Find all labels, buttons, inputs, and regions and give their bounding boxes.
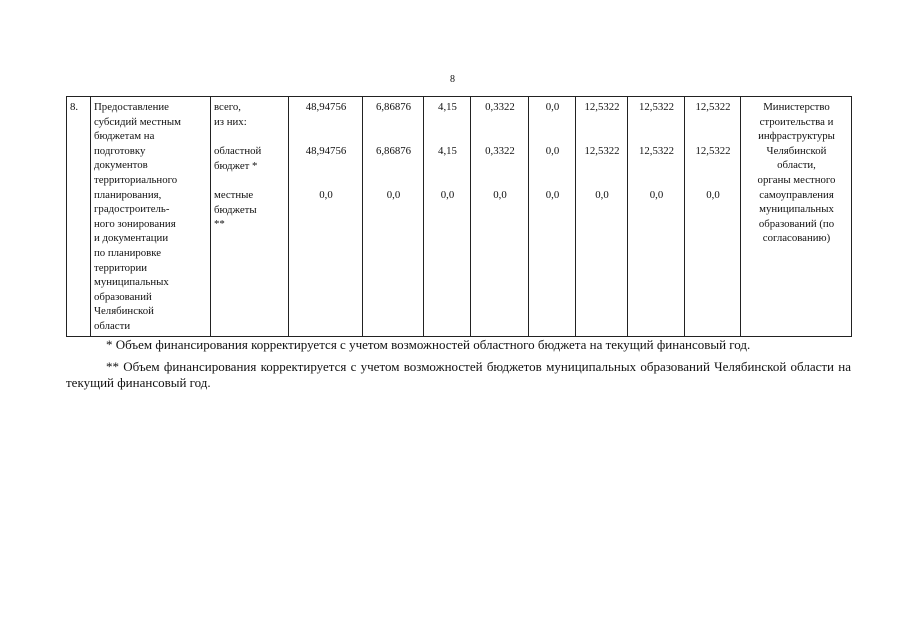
value-total: 12,5322 (695, 101, 731, 113)
source-line: бюджет * (214, 159, 258, 172)
description-line: субсидий местным (94, 115, 181, 128)
value-regional: 4,15 (438, 145, 457, 157)
description-line: и документации (94, 232, 169, 245)
value-total: 12,5322 (584, 101, 620, 113)
description-line: территории (94, 261, 148, 274)
source-line: из них: (214, 115, 247, 128)
value-regional: 6,86876 (375, 145, 412, 157)
value-regional: 12,5322 (638, 145, 675, 157)
footnote-regional-budget: * Объем финансирования корректируется с учетом возможностей областного бюджета на текущий финансовый год. (106, 337, 751, 352)
description-line: образований (94, 290, 152, 303)
responsible-line: Челябинской (766, 144, 827, 157)
responsible-line: области, (777, 159, 816, 172)
description-line: бюджетам на (94, 130, 155, 143)
value-cell (685, 97, 741, 337)
value-cell (529, 97, 576, 337)
value-local: 0,0 (319, 189, 333, 201)
source-line: областной (214, 145, 262, 157)
responsible-line: муниципальных (759, 203, 834, 216)
value-total: 4,15 (438, 101, 457, 113)
source-cell (211, 97, 289, 337)
value-regional: 0,3322 (485, 145, 515, 157)
footnotes (66, 337, 851, 391)
value-total: 6,86876 (375, 101, 412, 113)
table-row (67, 97, 852, 337)
responsible-line: строительства и (759, 115, 834, 128)
description-line: Предоставление (94, 101, 169, 113)
source-group-local (214, 188, 286, 232)
value-cell (363, 97, 424, 337)
source-line: всего, (214, 101, 242, 113)
responsible-line: Министерство (763, 101, 830, 113)
description-line: по планировке (94, 246, 162, 259)
description-line: документов (94, 159, 148, 172)
value-regional: 12,5322 (695, 145, 731, 157)
source-line: бюджеты (214, 203, 257, 216)
responsible-line: образований (по (758, 217, 835, 230)
description-line: территориального (94, 173, 178, 186)
source-line: местные (214, 189, 254, 201)
description-cell (91, 97, 211, 337)
responsible-line: инфраструктуры (758, 130, 835, 143)
row-index: 8. (70, 101, 79, 113)
responsible-line: органы местного (757, 173, 836, 186)
value-local: 0,0 (595, 189, 609, 201)
description-line: муниципальных (94, 276, 169, 289)
value-local: 0,0 (649, 189, 664, 201)
description-line: планирования, (94, 188, 162, 201)
value-local: 0,0 (386, 189, 401, 201)
description-line: градостроитель- (94, 203, 170, 216)
value-regional: 48,94756 (305, 145, 347, 157)
description-line: области (94, 319, 131, 332)
source-group-regional (214, 144, 286, 188)
responsible-cell (741, 97, 852, 337)
page-number: 8 (450, 74, 455, 85)
source-line: ** (214, 218, 225, 231)
value-regional: 12,5322 (584, 145, 620, 157)
value-total: 12,5322 (638, 101, 675, 113)
responsible-line: самоуправления (759, 188, 834, 201)
value-cell (628, 97, 685, 337)
value-cell (289, 97, 363, 337)
value-total: 48,94756 (305, 101, 347, 113)
source-group-total (214, 100, 286, 144)
value-regional: 0,0 (545, 145, 560, 157)
value-total: 0,0 (545, 101, 560, 113)
responsible-line: согласованию) (762, 232, 831, 245)
value-total: 0,3322 (485, 101, 515, 113)
description-line: ного зонирования (94, 217, 176, 230)
value-cell (471, 97, 529, 337)
value-local: 0,0 (440, 189, 455, 201)
value-local: 0,0 (706, 189, 720, 201)
description-line: Челябинской (94, 305, 154, 318)
value-local: 0,0 (545, 189, 560, 201)
footnote-local-budgets: ** Объем финансирования корректируется с учетом возможностей бюджетов муниципальных образований Челябинской области на текущий финансовый год. (66, 359, 851, 390)
value-local: 0,0 (493, 189, 507, 201)
program-table (66, 96, 852, 337)
value-cell (424, 97, 471, 337)
row-index-cell (67, 97, 91, 337)
value-cell (576, 97, 628, 337)
description-line: подготовку (94, 144, 146, 157)
